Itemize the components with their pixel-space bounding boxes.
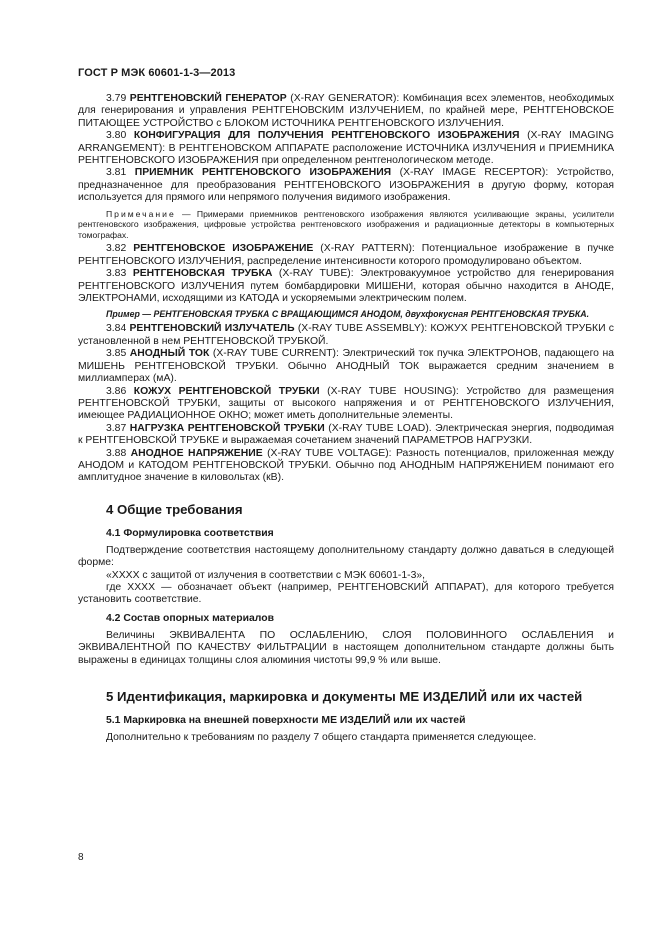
definition-number: 3.85 [106, 348, 127, 360]
definition-number: 3.83 [106, 268, 127, 280]
section-5-1-paragraph: Дополнительно к требованиям по разделу 7 общего стандарта применяется следующее. [106, 732, 537, 743]
definition-text: (X-RAY TUBE VOLTAGE): Разность потенциалов, приложенная между АНОДОМ и КАТОДОМ РЕНТГЕНОВСКОЙ ТРУБКИ. Обычно под АНОДНЫМ НАПРЯЖЕНИЕМ понимают его амплитудное значение в киловольтах (кВ). [78, 447, 615, 484]
definition-3-86 [78, 386, 614, 423]
definition-number: 3.86 [106, 385, 127, 397]
definition-text: (X-RAY TUBE LOAD). Электрическая энергия, подводимая к РЕНТГЕНОВСКОЙ ТРУБКЕ и выражаемая сочетанием значений ПАРАМЕТРОВ НАГРУЗКИ. [78, 422, 614, 447]
definition-3-82 [78, 243, 614, 268]
definition-number: 3.84 [106, 323, 127, 335]
definition-3-81 [78, 167, 614, 204]
definition-text: (X-RAY TUBE): Электровакуумное устройство для генерирования РЕНТГЕНОВСКОГО ИЗЛУЧЕНИЯ путем бомбардировки МИШЕНИ, которая обычно находится в АНОДЕ, ЭЛЕКТРОНАМИ, исходящими из КАТОДА и ускоряемыми электрическим полем. [78, 268, 614, 305]
document-header: ГОСТ Р МЭК 60601-1-3—2013 [78, 67, 236, 79]
definition-text: (X-RAY GENERATOR): Комбинация всех элементов, необходимых для генерирования и управления РЕНТГЕНОВСКИМ ИЗЛУЧЕНИЕМ, по крайней мере, РЕНТГЕНОВСКОЕ ПИТАЮЩЕЕ УСТРОЙСТВО с БЛОКОМ ИСТОЧНИКА РЕНТГЕНОВСКОГО ИЗЛУЧЕНИЯ. [78, 93, 614, 129]
note-3-81 [78, 209, 614, 241]
section-4-2-heading: 4.2 Состав опорных материалов [106, 612, 275, 624]
section-4-1-paragraph: Подтверждение соответствия настоящему дополнительному стандарту должно даваться в следующей форме: [78, 544, 614, 569]
section-5-heading: 5 Идентификация, маркировка и документы МЕ ИЗДЕЛИЙ или их частей [106, 689, 583, 704]
definition-text: (X-RAY PATTERN): Потенциальное изображение в пучке РЕНТГЕНОВСКОГО ИЗЛУЧЕНИЯ, распределение интенсивности которого промодулировано объектом. [78, 243, 615, 267]
note-text: — Примерами приемников рентгеновского изображения являются усиливающие экраны, усилители рентгеновского изображения, цифровые устройства рентгеновского изображения и радиационные детекторы в компьютерных томографах. [78, 208, 614, 240]
definition-3-83 [78, 268, 614, 305]
definition-number: 3.88 [106, 447, 127, 459]
example-3-83: Пример — РЕНТГЕНОВСКАЯ ТРУБКА С ВРАЩАЮЩИМСЯ АНОДОМ, двухфокусная РЕНТГЕНОВСКАЯ ТРУБКА. [106, 309, 590, 320]
definition-3-85 [78, 348, 614, 385]
definition-number: 3.87 [106, 422, 127, 434]
document-body [78, 93, 614, 744]
definition-term: НАГРУЗКА РЕНТГЕНОВСКОЙ ТРУБКИ [129, 422, 325, 434]
definition-text: (X-RAY IMAGE RECEPTOR): Устройство, предназначенное для преобразования РЕНТГЕНОВСКОГО ИЗОБРАЖЕНИЯ в другую форму, которая используется для прямого или непрямого получения видимого изображения. [78, 167, 614, 204]
definition-text: (X-RAY TUBE CURRENT): Электрический ток пучка ЭЛЕКТРОНОВ, падающего на МИШЕНЬ РЕНТГЕНОВСКОЙ ТРУБКИ. Обычно АНОДНЫЙ ТОК выражается средним значением в миллиамперах (мА). [78, 348, 614, 385]
definition-text: (X-RAY TUBE HOUSING): Устройство для размещения РЕНТГЕНОВСКОЙ ТРУБКИ, защиты от высокого напряжения и от РЕНТГЕНОВСКОГО ИЗЛУЧЕНИЯ, имеющее РАДИАЦИОННОЕ ОКНО; может иметь дополнительные элементы. [78, 385, 614, 422]
definition-term: РЕНТГЕНОВСКОЕ ИЗОБРАЖЕНИЕ [133, 243, 314, 255]
definition-term: КОЖУХ РЕНТГЕНОВСКОЙ ТРУБКИ [133, 385, 320, 397]
definition-number: 3.81 [106, 167, 127, 179]
section-4-1-conformance-statement: «XXXX с защитой от излучения в соответствии с МЭК 60601-1-3», [106, 569, 426, 581]
section-4-1-explanation: где XXXX — обозначает объект (например, РЕНТГЕНОВСКИЙ АППАРАТ), для которого требуется установить соответствие. [78, 581, 614, 606]
section-4-heading: 4 Общие требования [106, 501, 243, 517]
definition-term: РЕНТГЕНОВСКАЯ ТРУБКА [132, 268, 273, 280]
section-5-1-heading: 5.1 Маркировка на внешней поверхности МЕ ИЗДЕЛИЙ или их частей [106, 715, 466, 726]
definition-3-88 [78, 448, 614, 485]
definition-number: 3.82 [106, 243, 127, 255]
definition-term: РЕНТГЕНОВСКИЙ ГЕНЕРАТОР [129, 93, 287, 104]
definition-3-87 [78, 423, 614, 448]
definition-3-79 [78, 93, 614, 130]
definition-text: (X-RAY IMAGING ARRANGEMENT): В РЕНТГЕНОВСКОМ АППАРАТЕ расположение ИСТОЧНИКА ИЗЛУЧЕНИЯ и ПРИЕМНИКА РЕНТГЕНОВСКОГО ИЗОБРАЖЕНИЯ при определенном рентгенологическом методе. [78, 130, 614, 167]
section-4-2-paragraph: Величины ЭКВИВАЛЕНТА ПО ОСЛАБЛЕНИЮ, СЛОЯ ПОЛОВИННОГО ОСЛАБЛЕНИЯ и ЭКВИВАЛЕНТНОЙ ПО КАЧЕСТВУ ФИЛЬТРАЦИИ в настоящем дополнительном стандарте должны быть выражены в единицах толщины слоя алюминия чистоты 99,9 % или выше. [78, 629, 614, 666]
page-number: 8 [78, 852, 84, 863]
definition-number: 3.79 [106, 93, 127, 104]
note-label: Примечание [106, 208, 176, 219]
definition-term: РЕНТГЕНОВСКИЙ ИЗЛУЧАТЕЛЬ [129, 323, 295, 335]
definition-3-84 [78, 323, 614, 348]
definition-3-80 [78, 130, 614, 167]
definition-text: (X-RAY TUBE ASSEMBLY): КОЖУХ РЕНТГЕНОВСКОЙ ТРУБКИ с установленной в нем РЕНТГЕНОВСКОЙ ТРУБКОЙ. [78, 323, 614, 347]
definition-number: 3.80 [106, 130, 127, 142]
definition-term: АНОДНОЕ НАПРЯЖЕНИЕ [130, 447, 263, 459]
definition-term: АНОДНЫЙ ТОК [129, 348, 210, 360]
section-4-1-heading: 4.1 Формулировка соответствия [106, 527, 274, 539]
definition-term: ПРИЕМНИК РЕНТГЕНОВСКОГО ИЗОБРАЖЕНИЯ [134, 167, 392, 179]
definition-term: КОНФИГУРАЦИЯ ДЛЯ ПОЛУЧЕНИЯ РЕНТГЕНОВСКОГО ИЗОБРАЖЕНИЯ [133, 130, 520, 142]
